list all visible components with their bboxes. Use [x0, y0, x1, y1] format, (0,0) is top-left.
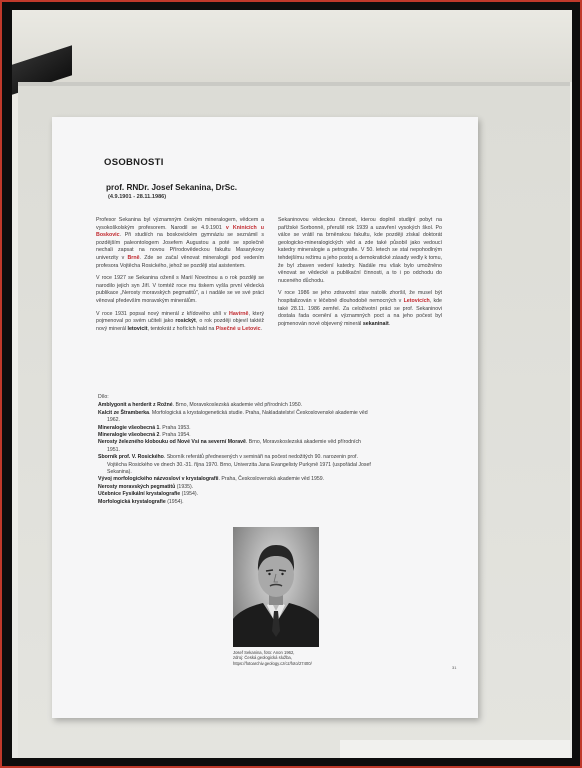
work-title: Sborník prof. V. Rosického [98, 454, 164, 461]
place-name: Písečné u Letovic [215, 325, 261, 332]
poster-sheet [52, 117, 478, 718]
work-title: Mineralogie všeobecná 2 [98, 432, 160, 439]
work-item [98, 454, 438, 461]
work-item [98, 499, 438, 506]
work-item [98, 484, 438, 491]
work-details: Sekanina). [107, 469, 132, 476]
work-item [98, 432, 438, 439]
works-heading: Dílo: [98, 394, 109, 400]
paragraph-text: , který pojmenoval po svém učiteli jako [96, 310, 264, 325]
paragraph-text: , tentokrát z hořících hald na [147, 325, 216, 332]
place-name: Letovicích [403, 297, 430, 304]
photo-caption [233, 650, 343, 666]
place-name: Brně [127, 254, 140, 261]
paragraph-text: Profesor Sekanina byl významným českým mineralogem, vědcem a vysokoškolským profesorem. Narodil se 4.9.1901 [96, 217, 264, 231]
biography-paragraph [278, 217, 442, 285]
mineral-name: sekaninait [362, 320, 389, 327]
person-name: prof. RNDr. Josef Sekanina, DrSc. [106, 183, 238, 192]
board-edge [18, 82, 570, 86]
biography-paragraph [96, 275, 264, 305]
work-details: 1951. [107, 446, 120, 453]
work-details: (1935). [175, 483, 194, 490]
ceiling [12, 10, 572, 82]
work-title: Mineralogie všeobecná 1 [98, 424, 160, 431]
page-number: 31 [452, 665, 457, 670]
work-item [98, 476, 438, 483]
biography-paragraph [96, 217, 264, 270]
work-details: . Morfologická a krystalogenetická studie. Praha, Nakladatelství Československé akademie věd [149, 409, 368, 416]
work-details: . Brno, Moravskoslezská akademie věd přírodních 1950. [172, 402, 303, 409]
work-details: Vojtěcha Rosického ve dnech 30.-31. října 1970. Brno, Univerzita Jana Evangelisty Purkyně 1971 (uspořádal Josef [107, 461, 371, 468]
biography-left-column [96, 217, 264, 338]
work-item [98, 491, 438, 498]
work-title: Amblygonit a herderit z Rožné [98, 402, 173, 409]
place-name: v Kninicích u Boskovic [96, 224, 264, 239]
work-title: Morfologická krystalografie [98, 498, 166, 505]
work-details: . Sborník referátů přednesených v semináři na počest nedožitých 90. narozenin prof. [163, 454, 358, 461]
paragraph-text: . [260, 325, 263, 332]
work-item [98, 439, 438, 446]
section-title: OSOBNOSTI [104, 157, 164, 168]
work-title: Nerosty moravských pegmatitů [98, 483, 176, 490]
paragraph-text: V roce 1927 se Sekanina oženil s Marií Novotnou a o rok později se narodilo jejich syn Jiří. V tomtéž roce mu tiskem vyšla první vědecká publikace „Nerosty moravských pegmatitů", a i nadále se ve své práci věnoval především moravským minerálům. [96, 275, 264, 304]
work-item [98, 425, 438, 432]
portrait-photo [233, 527, 319, 647]
work-item [98, 402, 438, 409]
paragraph-text: V roce 1986 se jeho zdravotní stav natolik zhoršil, že musel být hospitalizován v léčebně dlouhodobě nemocných v [278, 290, 442, 304]
work-details: . Brno, Moravskoslezská akademie věd přírodních [245, 439, 361, 446]
paragraph-text: . Zde se začal věnovat mineralogii pod vedením profesora Vojtěcha Rosického, jehož se později stal asistentem. [96, 254, 264, 269]
caption-line: Josef Sekanina, foto: Anon 1962, [233, 650, 295, 655]
mineral-name: rosickýt [175, 318, 196, 325]
paragraph-text: V roce 1931 popsal nový minerál z křídového uhlí v [96, 310, 229, 317]
work-details: . Praha, Československá akademie věd 1959. [218, 476, 325, 483]
biography-paragraph [96, 311, 264, 334]
work-details: 1962. [107, 417, 120, 424]
work-title: Vývoj morfologického názvosloví v krystalografii [98, 476, 219, 483]
place-name: Havírně [229, 310, 249, 317]
mineral-name: letovicit [127, 325, 148, 332]
work-item [98, 462, 438, 469]
paragraph-text: , o rok později objevil taktéž nový minerál [96, 318, 264, 332]
person-dates: (4.9.1901 - 28.11.1986) [108, 194, 167, 200]
work-details: (1954). [180, 491, 199, 498]
caption-line: https://fotoarchiv.geology.cz/cz/foto/27400/ [233, 660, 312, 666]
biography-paragraph [278, 290, 442, 328]
work-details: . Praha 1953. [159, 424, 191, 431]
floor-light [340, 740, 570, 758]
paragraph-text: . [388, 320, 391, 327]
work-details: (1954). [165, 498, 184, 505]
paragraph-text: . Při studiích na boskovickém gymnáziu se seznámil s pozdějším paleontologem Josefem Augustou a poté se společně nechali zapsat na novou Přírodovědeckou fakultu Masarykovy univerzity v [96, 232, 264, 261]
paragraph-text: Sekaninovou vědeckou činnost, kterou doplnil studijní pobyt na pařížské Sorbonně, přerušil rok 1939 a uzavření vysokých škol. Po válce se vrátil na brněnskou fakultu, kde později získal doktorát geologicko-mineralogických věd a zde také působil jako vedoucí katedry mineralogie a petrografie. V 50. letech se stal nepohodlným tehdejšímu režimu a jeho postoj a demokratické zásady vedly k tomu, že byl zbaven vedení katedry. Nadále mu však bylo umožněno věnovat se vědecké a publikační činnosti, a to i po odchodu do nuceného důchodu. [278, 217, 442, 284]
work-title: Kalcit ze Štramberka [98, 409, 150, 416]
paragraph-text: , kde také 28.11. 1986 zemřel. Za celoživotní práci se prof. Sekaninovi dostala řada ocenění a významných poct a na jeho počest byl pojmenován nové objevený minerál [278, 297, 443, 327]
work-item [98, 417, 438, 424]
work-item [98, 410, 438, 417]
work-title: Učebnice Fysikální krystalografie [98, 491, 181, 498]
caption-line: zdroj: Česká geologická služba, [233, 655, 292, 661]
biography-right-column [278, 217, 442, 333]
work-details: . Praha 1954. [159, 432, 191, 439]
work-title: Nerosty železného klobouku od Nové Vsi na severní Moravě [98, 439, 246, 446]
works-list [98, 394, 438, 506]
